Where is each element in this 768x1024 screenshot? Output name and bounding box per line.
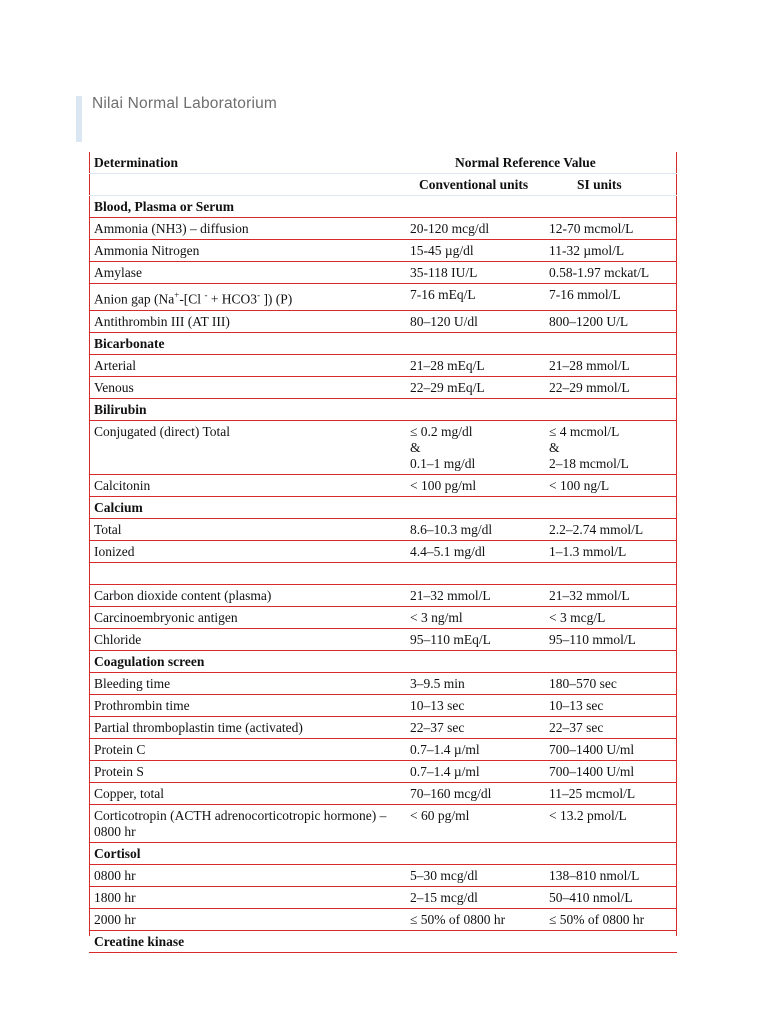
section-heading: Creatine kinase (89, 930, 677, 952)
section-heading: Blood, Plasma or Serum (89, 196, 677, 218)
table-row (89, 716, 677, 738)
si-value-cell: 800–1200 U/L (541, 310, 677, 332)
header-normal-reference: Normal Reference Value (405, 152, 677, 174)
conventional-value-cell: 20-120 mcg/dl (405, 218, 541, 240)
si-value-cell: 21–32 mmol/L (541, 584, 677, 606)
table-header-row (89, 152, 677, 174)
section-row (89, 398, 677, 420)
determination-cell: Prothrombin time (89, 694, 405, 716)
determination-cell: Arterial (89, 354, 405, 376)
si-value-cell: < 3 mcg/L (541, 606, 677, 628)
table-row (89, 262, 677, 284)
determination-cell: 2000 hr (89, 908, 405, 930)
si-value-cell: 10–13 sec (541, 694, 677, 716)
si-value-cell: 22–37 sec (541, 716, 677, 738)
si-value-cell: < 13.2 pmol/L (541, 804, 677, 842)
table-body (89, 196, 677, 953)
conventional-value-cell: 21–28 mEq/L (405, 354, 541, 376)
si-value-cell: 700–1400 U/ml (541, 760, 677, 782)
conventional-value-cell: 15-45 µg/dl (405, 240, 541, 262)
determination-cell: Bleeding time (89, 672, 405, 694)
table-row (89, 606, 677, 628)
table-row (89, 908, 677, 930)
value-line: ≤ 0.2 mg/dl (410, 423, 473, 439)
conventional-value-cell: 35-118 IU/L (405, 262, 541, 284)
si-value-cell: 22–29 mmol/L (541, 376, 677, 398)
subheader-blank (89, 174, 405, 196)
table-row (89, 518, 677, 540)
conventional-value-cell: 0.7–1.4 µ/ml (405, 738, 541, 760)
section-heading: Bilirubin (89, 398, 677, 420)
conventional-value-cell: 5–30 mcg/dl (405, 864, 541, 886)
conventional-value-cell: ≤ 50% of 0800 hr (405, 908, 541, 930)
determination-cell: Corticotropin (ACTH adrenocorticotropic hormone) – 0800 hr (89, 804, 405, 842)
empty-cell (405, 562, 541, 584)
conventional-value-cell: 0.7–1.4 µ/ml (405, 760, 541, 782)
si-value-cell (541, 420, 677, 474)
table-row (89, 864, 677, 886)
table-row (89, 354, 677, 376)
table-row (89, 420, 677, 474)
determination-cell: Antithrombin III (AT III) (89, 310, 405, 332)
si-value-cell: 11–25 mcmol/L (541, 782, 677, 804)
header-conventional-units: Conventional units (405, 174, 541, 196)
conventional-value-cell: < 60 pg/ml (405, 804, 541, 842)
conventional-value-cell: 2–15 mcg/dl (405, 886, 541, 908)
reference-table-container (89, 152, 677, 949)
table-row (89, 240, 677, 262)
conventional-value-cell: 21–32 mmol/L (405, 584, 541, 606)
title-accent-bar (76, 96, 82, 142)
determination-cell: Chloride (89, 628, 405, 650)
determination-cell: Calcitonin (89, 474, 405, 496)
conventional-value-cell: 22–37 sec (405, 716, 541, 738)
determination-cell: Protein C (89, 738, 405, 760)
conventional-value-cell: 70–160 mcg/dl (405, 782, 541, 804)
si-value-cell: 0.58-1.97 mckat/L (541, 262, 677, 284)
table-row (89, 376, 677, 398)
table-row (89, 628, 677, 650)
determination-cell: Total (89, 518, 405, 540)
determination-cell: Copper, total (89, 782, 405, 804)
si-value-cell: 1–1.3 mmol/L (541, 540, 677, 562)
table-row (89, 694, 677, 716)
table-row (89, 886, 677, 908)
section-heading: Calcium (89, 496, 677, 518)
conventional-value-cell: 4.4–5.1 mg/dl (405, 540, 541, 562)
empty-cell (89, 562, 405, 584)
table-row (89, 218, 677, 240)
si-value-cell: 21–28 mmol/L (541, 354, 677, 376)
section-row (89, 332, 677, 354)
section-heading: Bicarbonate (89, 332, 677, 354)
determination-cell: Amylase (89, 262, 405, 284)
section-heading: Coagulation screen (89, 650, 677, 672)
section-row (89, 496, 677, 518)
determination-cell: 1800 hr (89, 886, 405, 908)
value-line: 2–18 mcmol/L (549, 455, 629, 471)
determination-cell: Carbon dioxide content (plasma) (89, 584, 405, 606)
reference-values-table (89, 152, 677, 953)
section-row (89, 842, 677, 864)
value-line: ≤ 4 mcmol/L (549, 423, 620, 439)
determination-cell: Conjugated (direct) Total (89, 420, 405, 474)
table-subheader-row (89, 174, 677, 196)
si-value-cell: ≤ 50% of 0800 hr (541, 908, 677, 930)
table-row (89, 540, 677, 562)
table-row (89, 804, 677, 842)
si-value-cell: < 100 ng/L (541, 474, 677, 496)
determination-cell: Ammonia Nitrogen (89, 240, 405, 262)
section-row (89, 930, 677, 952)
si-value-cell: 11-32 µmol/L (541, 240, 677, 262)
conventional-value-cell: 7-16 mEq/L (405, 284, 541, 311)
conventional-value-cell: < 3 ng/ml (405, 606, 541, 628)
conventional-value-cell: 3–9.5 min (405, 672, 541, 694)
header-si-units: SI units (541, 174, 677, 196)
determination-cell: Protein S (89, 760, 405, 782)
conventional-value-cell: 10–13 sec (405, 694, 541, 716)
section-heading: Cortisol (89, 842, 677, 864)
determination-cell: Anion gap (Na+-[Cl - + HCO3- ]) (P) (89, 284, 405, 311)
table-row (89, 760, 677, 782)
value-line: 0.1–1 mg/dl (410, 455, 476, 471)
si-value-cell: 95–110 mmol/L (541, 628, 677, 650)
conventional-value-cell: 95–110 mEq/L (405, 628, 541, 650)
conventional-value-cell: 80–120 U/dl (405, 310, 541, 332)
table-row (89, 310, 677, 332)
table-row (89, 738, 677, 760)
si-value-cell: 700–1400 U/ml (541, 738, 677, 760)
empty-cell (541, 562, 677, 584)
si-value-cell: 138–810 nmol/L (541, 864, 677, 886)
value-line: & (410, 439, 421, 455)
section-row (89, 650, 677, 672)
conventional-value-cell: 22–29 mEq/L (405, 376, 541, 398)
table-row (89, 474, 677, 496)
table-row (89, 672, 677, 694)
si-value-cell: 12-70 mcmol/L (541, 218, 677, 240)
value-line: & (549, 439, 560, 455)
determination-cell: Carcinoembryonic antigen (89, 606, 405, 628)
determination-cell: Partial thromboplastin time (activated) (89, 716, 405, 738)
table-row (89, 782, 677, 804)
determination-cell: 0800 hr (89, 864, 405, 886)
section-row (89, 196, 677, 218)
si-value-cell: 7-16 mmol/L (541, 284, 677, 311)
si-value-cell: 2.2–2.74 mmol/L (541, 518, 677, 540)
table-row (89, 284, 677, 311)
determination-cell: Ammonia (NH3) – diffusion (89, 218, 405, 240)
header-determination: Determination (89, 152, 405, 174)
conventional-value-cell: < 100 pg/ml (405, 474, 541, 496)
conventional-value-cell (405, 420, 541, 474)
table-row (89, 584, 677, 606)
determination-cell: Ionized (89, 540, 405, 562)
conventional-value-cell: 8.6–10.3 mg/dl (405, 518, 541, 540)
si-value-cell: 50–410 nmol/L (541, 886, 677, 908)
si-value-cell: 180–570 sec (541, 672, 677, 694)
determination-cell: Venous (89, 376, 405, 398)
page-title: Nilai Normal Laboratorium (92, 95, 278, 112)
spacer-row (89, 562, 677, 584)
